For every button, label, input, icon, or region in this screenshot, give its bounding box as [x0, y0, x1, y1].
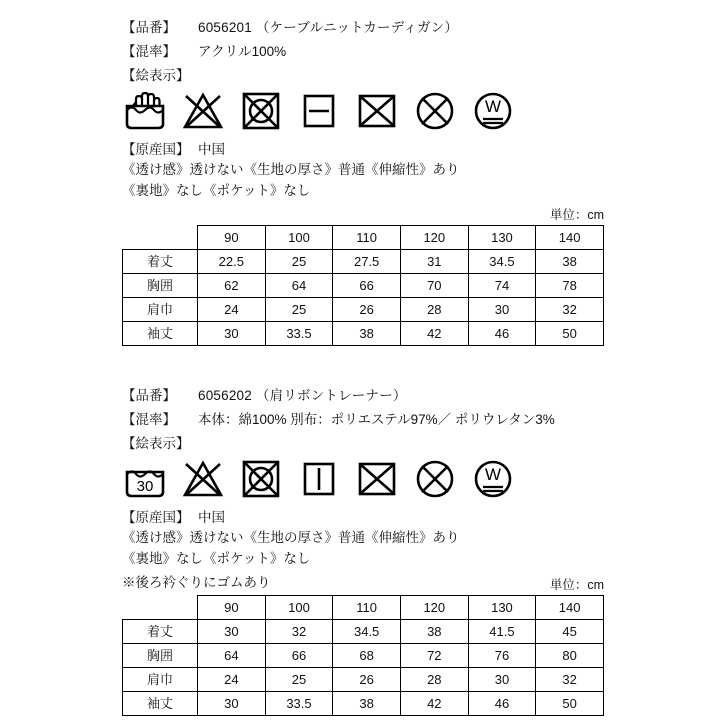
cell: 64 — [265, 274, 333, 298]
table-row — [123, 692, 604, 716]
cell: 28 — [400, 668, 468, 692]
row-header: 袖丈 — [123, 322, 198, 346]
konritsu-label: 【混率】 — [122, 412, 176, 427]
col-header: 100 — [265, 596, 333, 620]
dry-flat-in-shade-icon — [296, 90, 342, 132]
table-header-row — [123, 596, 604, 620]
cell: 32 — [536, 668, 604, 692]
cell: 38 — [400, 620, 468, 644]
cell: 27.5 — [333, 250, 401, 274]
origin-value: 中国 — [198, 142, 225, 157]
cell: 33.5 — [265, 692, 333, 716]
no-tumble-dry-icon — [238, 458, 284, 500]
cell: 76 — [468, 644, 536, 668]
table-row — [123, 298, 604, 322]
cell: 64 — [198, 644, 266, 668]
cell: 68 — [333, 644, 401, 668]
ehyouji-label: 【絵表示】 — [122, 436, 190, 451]
cell: 31 — [400, 250, 468, 274]
hinban-label: 【品番】 — [122, 388, 176, 403]
cell: 46 — [468, 322, 536, 346]
cell: 38 — [333, 322, 401, 346]
cell: 24 — [198, 298, 266, 322]
cell: 38 — [536, 250, 604, 274]
cell: 34.5 — [468, 250, 536, 274]
no-iron-icon — [354, 90, 400, 132]
cell: 25 — [265, 250, 333, 274]
cell: 62 — [198, 274, 266, 298]
row-header: 肩巾 — [123, 668, 198, 692]
table-row — [123, 620, 604, 644]
cell: 72 — [400, 644, 468, 668]
cell: 42 — [400, 322, 468, 346]
cell: 80 — [536, 644, 604, 668]
care-symbols-2 — [122, 458, 720, 500]
spec-line-1: 《透け感》透けない《生地の厚さ》普通《伸縮性》あり — [122, 162, 460, 177]
origin-row — [122, 508, 720, 527]
origin-label: 【原産国】 — [122, 142, 190, 157]
cell: 70 — [400, 274, 468, 298]
cell: 78 — [536, 274, 604, 298]
cell: 30 — [468, 668, 536, 692]
no-dry-clean-icon — [412, 458, 458, 500]
cell: 41.5 — [468, 620, 536, 644]
care-symbols-1 — [122, 90, 720, 132]
svg-text:W: W — [484, 97, 502, 116]
konritsu-value: アクリル100% — [198, 44, 287, 59]
table-row — [123, 274, 604, 298]
cell: 42 — [400, 692, 468, 716]
table-header-row — [123, 226, 604, 250]
table-row — [123, 322, 604, 346]
cell: 50 — [536, 322, 604, 346]
col-header: 120 — [400, 596, 468, 620]
machine-wash-30-icon — [122, 458, 168, 500]
col-header: 110 — [333, 226, 401, 250]
unit-label-1: 単位：cm — [549, 208, 604, 222]
unit-note-row-1 — [122, 205, 604, 223]
cell: 26 — [333, 668, 401, 692]
hinban-value: 6056202 （肩リボントレーナー） — [198, 388, 407, 403]
cell: 38 — [333, 692, 401, 716]
origin-label: 【原産国】 — [122, 510, 190, 525]
col-header: 130 — [468, 596, 536, 620]
hinban-row — [122, 386, 720, 405]
row-header: 胸囲 — [123, 274, 198, 298]
origin-row — [122, 140, 720, 159]
cell: 32 — [265, 620, 333, 644]
konritsu-value: 本体：綿100% 別布：ポリエステル97%／ ポリウレタン3% — [198, 412, 555, 427]
table-corner — [123, 226, 198, 250]
origin-value: 中国 — [198, 510, 225, 525]
cell: 28 — [400, 298, 468, 322]
row-header: 肩巾 — [123, 298, 198, 322]
size-table-1 — [122, 225, 604, 346]
ehyouji-label: 【絵表示】 — [122, 68, 190, 83]
konritsu-row — [122, 410, 720, 429]
cell: 33.5 — [265, 322, 333, 346]
spec-line-1: 《透け感》透けない《生地の厚さ》普通《伸縮性》あり — [122, 530, 460, 545]
col-header: 130 — [468, 226, 536, 250]
hinban-label: 【品番】 — [122, 20, 176, 35]
table-corner — [123, 596, 198, 620]
cell: 32 — [536, 298, 604, 322]
cell: 30 — [198, 322, 266, 346]
cell: 30 — [198, 692, 266, 716]
spec-line-2: 《裏地》なし《ポケット》なし — [122, 551, 311, 566]
no-bleach-icon — [180, 458, 226, 500]
drip-dry-in-shade-icon — [296, 458, 342, 500]
konritsu-label: 【混率】 — [122, 44, 176, 59]
cell: 25 — [265, 668, 333, 692]
no-bleach-icon — [180, 90, 226, 132]
cell: 34.5 — [333, 620, 401, 644]
row-header: 着丈 — [123, 250, 198, 274]
col-header: 90 — [198, 596, 266, 620]
table-row — [123, 644, 604, 668]
col-header: 120 — [400, 226, 468, 250]
konritsu-row — [122, 42, 720, 61]
no-tumble-dry-icon — [238, 90, 284, 132]
cell: 30 — [198, 620, 266, 644]
col-header: 110 — [333, 596, 401, 620]
spec-line-2: 《裏地》なし《ポケット》なし — [122, 183, 311, 198]
hand-wash-icon — [122, 90, 168, 132]
col-header: 140 — [536, 226, 604, 250]
cell: 50 — [536, 692, 604, 716]
no-iron-icon — [354, 458, 400, 500]
unit-label-2: 単位：cm — [549, 578, 604, 592]
table-row — [123, 250, 604, 274]
row-header: 胸囲 — [123, 644, 198, 668]
no-dry-clean-icon — [412, 90, 458, 132]
wet-clean-icon — [470, 90, 516, 132]
cell: 66 — [333, 274, 401, 298]
wet-clean-icon — [470, 458, 516, 500]
col-header: 140 — [536, 596, 604, 620]
extra-note-2: ※後ろ衿ぐりにゴムあり — [122, 575, 271, 590]
cell: 22.5 — [198, 250, 266, 274]
cell: 45 — [536, 620, 604, 644]
svg-text:30: 30 — [136, 478, 154, 495]
product-block-1 — [0, 18, 720, 346]
cell: 66 — [265, 644, 333, 668]
product-block-2 — [0, 386, 720, 716]
cell: 24 — [198, 668, 266, 692]
cell: 26 — [333, 298, 401, 322]
cell: 74 — [468, 274, 536, 298]
svg-text:W: W — [484, 465, 502, 484]
row-header: 着丈 — [123, 620, 198, 644]
hinban-value: 6056201 （ケーブルニットカーディガン） — [198, 20, 459, 35]
unit-note-row-2 — [122, 573, 604, 593]
cell: 25 — [265, 298, 333, 322]
table-row — [123, 668, 604, 692]
size-table-2 — [122, 595, 604, 716]
ehyouji-row — [122, 66, 720, 85]
ehyouji-row — [122, 434, 720, 453]
hinban-row — [122, 18, 720, 37]
col-header: 100 — [265, 226, 333, 250]
col-header: 90 — [198, 226, 266, 250]
cell: 30 — [468, 298, 536, 322]
row-header: 袖丈 — [123, 692, 198, 716]
cell: 46 — [468, 692, 536, 716]
